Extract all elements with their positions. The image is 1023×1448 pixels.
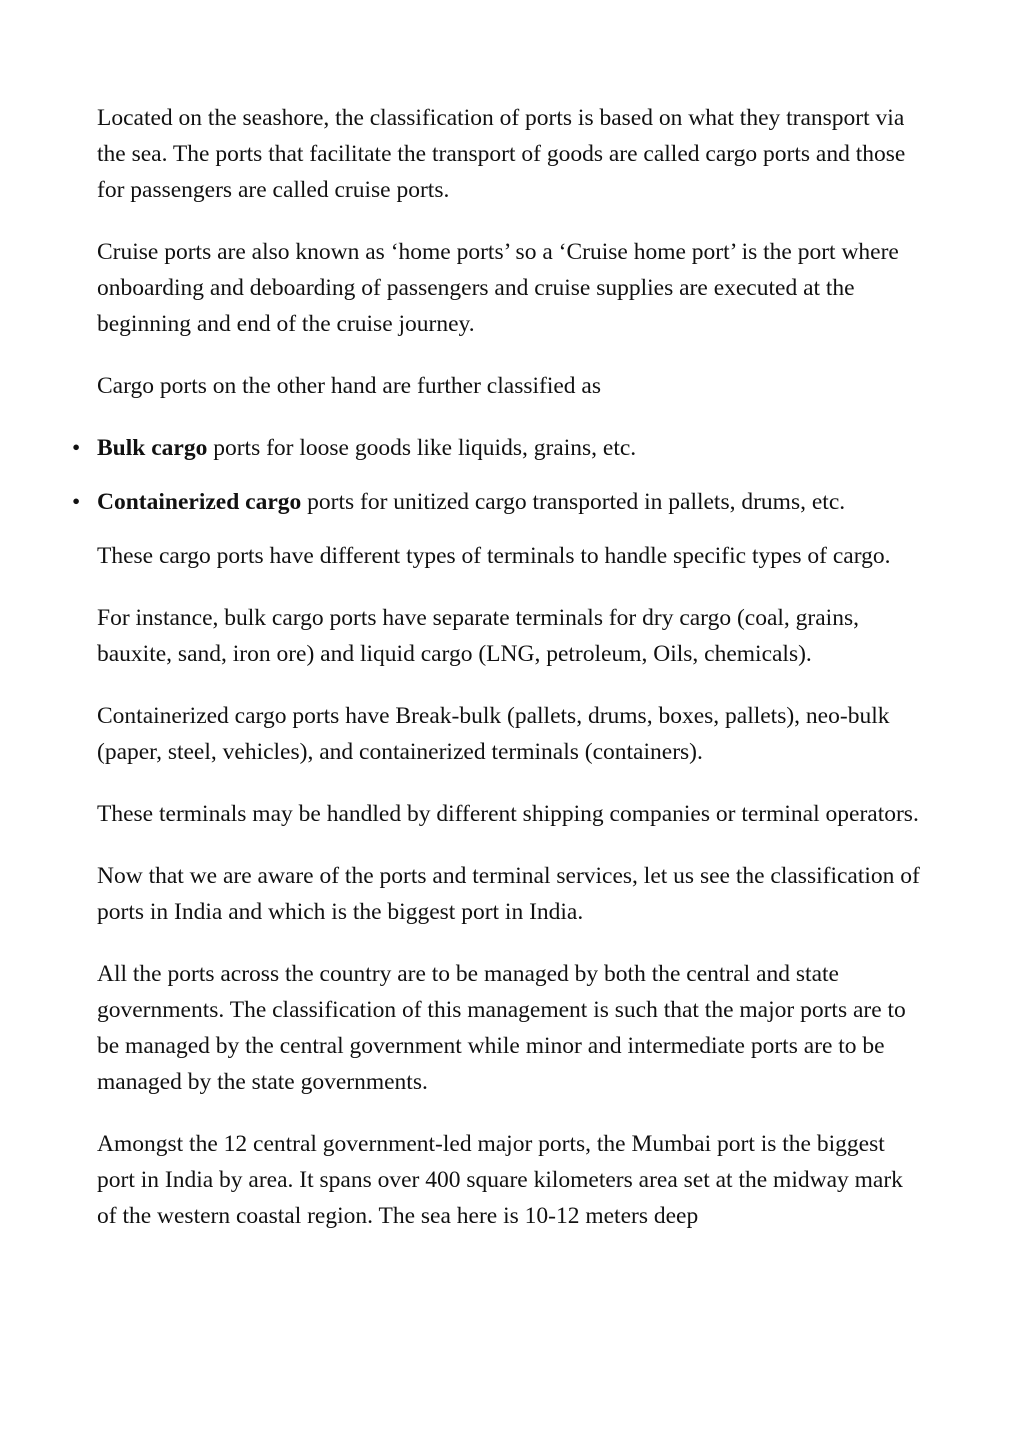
list-item [72, 430, 927, 466]
paragraph: Now that we are aware of the ports and terminal services, let us see the classification of ports in India and which is the biggest port in India. [97, 863, 920, 925]
document-body [72, 100, 927, 1260]
paragraph: Located on the seashore, the classification of ports is based on what they transport via the sea. The ports that facilitate the transport of goods are called cargo ports and those for passengers are called cruise ports. [97, 105, 906, 203]
list-item-term: Containerized cargo [97, 489, 302, 515]
paragraph: For instance, bulk cargo ports have separate terminals for dry cargo (coal, grains, bauxite, sand, iron ore) and liquid cargo (LNG, petroleum, Oils, chemicals). [97, 605, 859, 667]
paragraph: Cruise ports are also known as ‘home ports’ so a ‘Cruise home port’ is the port where onboarding and deboarding of passengers and cruise supplies are executed at the beginning and end of the cruise journey. [97, 239, 899, 337]
list-item [72, 484, 927, 520]
bullet-icon: • [72, 489, 81, 515]
list-item-term: Bulk cargo [97, 435, 208, 461]
paragraph: Containerized cargo ports have Break-bulk (pallets, drums, boxes, pallets), neo-bulk (paper, steel, vehicles), and containerized terminals (containers). [97, 703, 890, 765]
cargo-type-list [72, 430, 927, 520]
list-item-text: ports for unitized cargo transported in pallets, drums, etc. [301, 489, 846, 515]
paragraph: Amongst the 12 central government-led major ports, the Mumbai port is the biggest port in India by area. It spans over 400 square kilometers area set at the midway mark of the western coastal region. The sea here is 10-12 meters deep [97, 1131, 903, 1229]
bullet-icon: • [72, 435, 81, 461]
paragraph: These cargo ports have different types of terminals to handle specific types of cargo. [97, 543, 891, 569]
paragraph: Cargo ports on the other hand are further classified as [97, 373, 601, 399]
paragraph: These terminals may be handled by different shipping companies or terminal operators. [97, 801, 919, 827]
paragraph: All the ports across the country are to be managed by both the central and state governments. The classification of this management is such that the major ports are to be managed by the central government while minor and intermediate ports are to be managed by the state governments. [97, 961, 906, 1095]
list-item-text: ports for loose goods like liquids, grains, etc. [207, 435, 637, 461]
